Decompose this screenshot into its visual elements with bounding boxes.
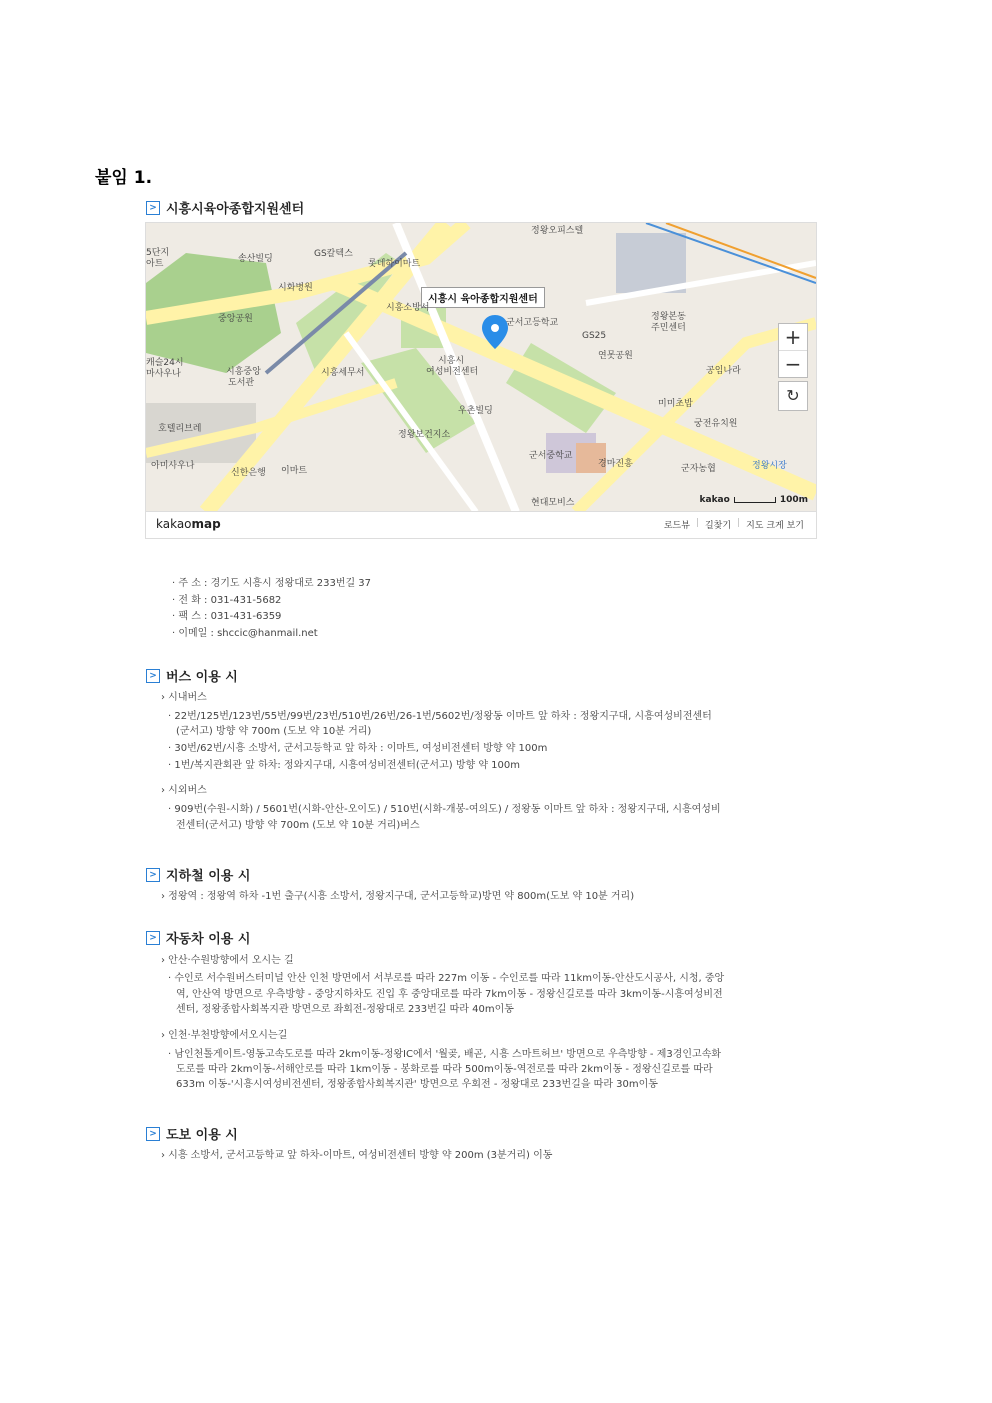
chevron-right-icon: > (146, 1127, 160, 1141)
kakaomap-logo[interactable]: kakaomap (156, 517, 221, 531)
chevron-right-icon: > (146, 669, 160, 683)
map-label: 롯데하이마트 (368, 259, 421, 269)
map-label: 경마진흥 (598, 459, 633, 469)
map-label: 중앙공원 (218, 314, 253, 324)
scale-brand: kakao (699, 495, 730, 505)
chevron-right-icon: > (146, 868, 160, 882)
map-label: GS칼텍스 (314, 249, 353, 259)
map-label: 마사우나 (146, 369, 181, 379)
chevron-right-icon: > (146, 931, 160, 945)
car-route2-line: 도로를 따라 2km이동-서해안로를 따라 1km이동 - 봉화로를 따라 500m이동-역전로를 따라 2km이동 - 정왕신길로를 따라 (176, 1064, 713, 1075)
attachment-title: 붙임 1. (95, 168, 153, 188)
email-line[interactable]: · 이메일 : shccic@hanmail.net (172, 627, 318, 639)
pin-label: 시흥시 육아종합지원센터 (421, 287, 545, 308)
map-label: 주민센터 (651, 323, 686, 333)
car-route1-line: · 수인로 서수원버스터미널 안산 인천 방면에서 서부로를 따라 227m 이동 - 수인로를 따라 11km이동-안산도시공사, 시청, 중앙 (168, 973, 725, 984)
car-route2-line: · 남인천톨게이트-영동고속도로를 따라 2km이동-정왕IC에서 '월곶, 배곧, 시흥 스마트허브' 방면으로 우측방향 - 제3경인고속화 (168, 1049, 722, 1060)
map-label: 정왕시장 (752, 461, 787, 471)
kakao-map[interactable] (145, 222, 817, 539)
map-label: 시흥시 (438, 356, 465, 366)
subway-line: › 정왕역 : 정왕역 하차 -1번 출구(시흥 소방서, 정왕지구대, 군서고등학교)방면 약 800m(도보 약 10분 거리) (161, 891, 635, 902)
contact-info (172, 576, 371, 642)
map-label: 아트 (146, 259, 164, 269)
map-label: GS25 (582, 331, 607, 341)
map-label: 군서중학교 (529, 451, 573, 461)
city-bus-line: · 22번/125번/123번/55번/99번/23번/510번/26번/26-1번/5602번/정왕동 이마트 앞 하차 : 정왕지구대, 시흥여성비전센터 (168, 711, 712, 722)
map-label: 공임나라 (706, 366, 741, 376)
car-route1-line: 역, 안산역 방면으로 우측방향 - 중앙지하차도 진입 후 중앙대로를 따라 7km이동 - 정왕신길로를 따라 3km이동-시흥여성비전 (176, 989, 723, 1000)
map-label: 미미초밥 (658, 399, 693, 409)
divider: | (695, 518, 699, 528)
city-bus-line: · 1번/복지관회관 앞 하차: 정와지구대, 시흥여성비전센터(군서고) 방향 약 100m (168, 760, 520, 771)
map-label: 정왕오피스텔 (531, 226, 584, 236)
map-label: 여성비전센터 (426, 367, 479, 377)
map-label: 군자농협 (681, 464, 716, 474)
map-label: 캐슬24시 (146, 358, 184, 368)
map-label: 호텔리브레 (158, 424, 202, 434)
map-label: 아미사우나 (151, 461, 195, 471)
map-links (664, 518, 804, 531)
directions-link[interactable]: 길찾기 (704, 521, 732, 531)
walk-line: › 시흥 소방서, 군서고등학교 앞 하차-이마트, 여성비전센터 방향 약 200m (3분거리) 이동 (161, 1150, 553, 1161)
map-footer (146, 511, 816, 538)
walk-heading: > 도보 이용 시 (146, 1124, 238, 1143)
car-route1-line: 센터, 정왕종합사회복지관 방면으로 좌회전-정왕대로 233번길 따라 40m이동 (176, 1004, 514, 1015)
city-bus-line: (군서고) 방향 약 700m (도보 약 10분 거리) (176, 726, 372, 737)
large-map-link[interactable]: 지도 크게 보기 (746, 521, 804, 531)
map-label: 시흥소방서 (386, 303, 430, 313)
center-heading-text: 시흥시육아종합지원센터 (166, 202, 305, 217)
map-label: 현대모비스 (531, 498, 575, 508)
intercity-bus-title: › 시외버스 (161, 785, 207, 796)
map-label: 정왕보건지소 (398, 430, 451, 440)
car-heading: > 자동차 이용 시 (146, 928, 250, 947)
intercity-bus-line: · 909번(수원-시화) / 5601번(시화-안산-오이도) / 510번(시화-개봉-여의도) / 정왕동 이마트 앞 하차 : 정왕지구대, 시흥여성비 (168, 804, 721, 815)
map-label: 시흥중앙 (226, 367, 261, 377)
map-label: 시화병원 (278, 283, 313, 293)
map-label: 5단지 (146, 248, 170, 258)
bus-heading: > 버스 이용 시 (146, 666, 238, 685)
fax-line: · 팩 스 : 031-431-6359 (172, 611, 282, 622)
center-heading (146, 198, 304, 217)
map-label: 송산빌딩 (238, 254, 273, 264)
car-route2-title: › 인천·부천방향에서오시는길 (161, 1030, 288, 1041)
roadview-link[interactable]: 로드뷰 (663, 521, 690, 531)
phone-line: · 전 화 : 031-431-5682 (172, 594, 282, 606)
zoom-in-button[interactable]: + (784, 325, 802, 349)
map-label: 군서고등학교 (506, 318, 559, 328)
map-label: 도서관 (228, 378, 255, 388)
map-scale (700, 495, 808, 505)
subway-heading: > 지하철 이용 시 (146, 865, 250, 884)
car-route1-title: › 안산·수원방향에서 오시는 길 (161, 955, 294, 966)
refresh-icon[interactable]: ↻ (778, 381, 808, 411)
map-label: 이마트 (281, 466, 308, 476)
city-bus-title: › 시내버스 (161, 692, 207, 703)
map-label: 신한은행 (231, 468, 266, 478)
city-bus-line: · 30번/62번/시흥 소방서, 군서고등학교 앞 하차 : 이마트, 여성비전센터 방향 약 100m (168, 743, 548, 754)
map-label: 시흥세무서 (321, 368, 365, 378)
chevron-right-icon: > (146, 201, 160, 215)
building-block (616, 233, 686, 293)
map-label: 궁전유치원 (694, 419, 738, 429)
map-label: 우촌빌딩 (458, 406, 493, 416)
car-route2-line: 633m 이동-'시흥시여성비전센터, 정왕종합사회복지관' 방면으로 우회전 - 정왕대로 233번길을 따라 30m이동 (176, 1079, 658, 1090)
map-label: 정왕본동 (651, 312, 686, 322)
map-label: 연못공원 (598, 351, 633, 361)
zoom-control (778, 323, 808, 378)
zoom-out-button[interactable]: − (779, 350, 807, 377)
scale-text: 100m (779, 495, 808, 505)
scale-bar (734, 497, 776, 503)
intercity-bus-line: 전센터(군서고) 방향 약 700m (도보 약 10분 거리)버스 (176, 820, 420, 831)
address-line: · 주 소 : 경기도 시흥시 정왕대로 233번길 37 (172, 578, 372, 589)
divider: | (737, 518, 741, 528)
